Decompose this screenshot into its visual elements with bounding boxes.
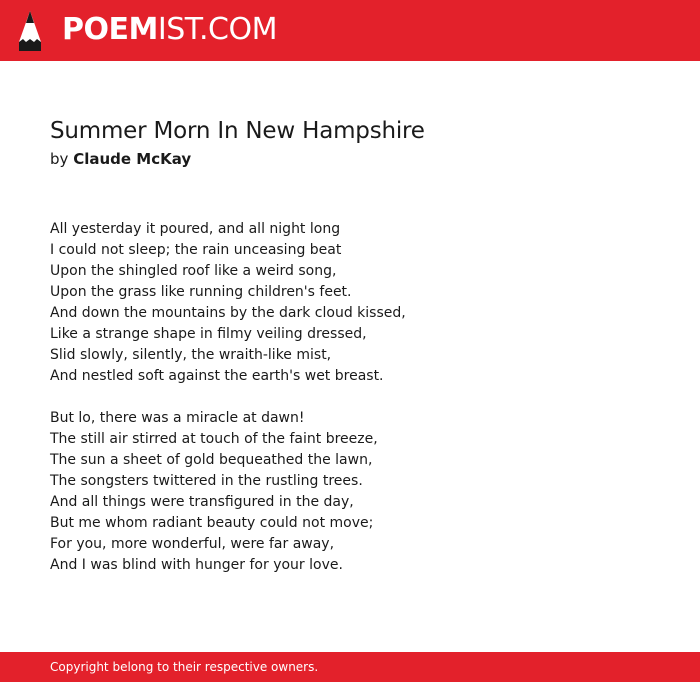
site-logo[interactable] bbox=[62, 13, 277, 47]
poem-line: And all things were transfigured in the day, bbox=[50, 494, 354, 510]
poem-body bbox=[50, 219, 650, 597]
poem-line: And nestled soft against the earth's wet breast. bbox=[50, 368, 384, 384]
poem-line: The sun a sheet of gold bequeathed the lawn, bbox=[50, 452, 373, 468]
site-footer bbox=[0, 652, 700, 682]
poem-line: All yesterday it poured, and all night long bbox=[50, 221, 341, 237]
site-header bbox=[0, 0, 700, 61]
stanza bbox=[50, 219, 650, 387]
poem-line: And down the mountains by the dark cloud kissed, bbox=[50, 305, 406, 321]
poem-line: Slid slowly, silently, the wraith-like mist, bbox=[50, 347, 332, 363]
poem-line: But me whom radiant beauty could not move; bbox=[50, 515, 374, 531]
poem-line: Upon the shingled roof like a weird song, bbox=[50, 263, 337, 279]
poem-line: And I was blind with hunger for your love. bbox=[50, 557, 343, 573]
pencil-tip-icon[interactable] bbox=[17, 10, 43, 51]
poem-line: Upon the grass like running children's feet. bbox=[50, 284, 352, 300]
byline bbox=[50, 149, 191, 169]
copyright-text: Copyright belong to their respective owners. bbox=[50, 660, 319, 674]
byline-prefix: by bbox=[50, 150, 69, 168]
logo-bold-text: POEM bbox=[62, 12, 158, 47]
poem-line: But lo, there was a miracle at dawn! bbox=[50, 410, 305, 426]
logo-light-text: IST.COM bbox=[157, 12, 277, 47]
author-name: Claude McKay bbox=[73, 150, 192, 168]
poem-line: Like a strange shape in filmy veiling dressed, bbox=[50, 326, 367, 342]
stanza bbox=[50, 408, 650, 576]
poem-line: The still air stirred at touch of the faint breeze, bbox=[50, 431, 378, 447]
poem-line: The songsters twittered in the rustling trees. bbox=[50, 473, 363, 489]
poem-line: I could not sleep; the rain unceasing beat bbox=[50, 242, 342, 258]
poem-line: For you, more wonderful, were far away, bbox=[50, 536, 335, 552]
poem-title: Summer Morn In New Hampshire bbox=[50, 118, 425, 144]
